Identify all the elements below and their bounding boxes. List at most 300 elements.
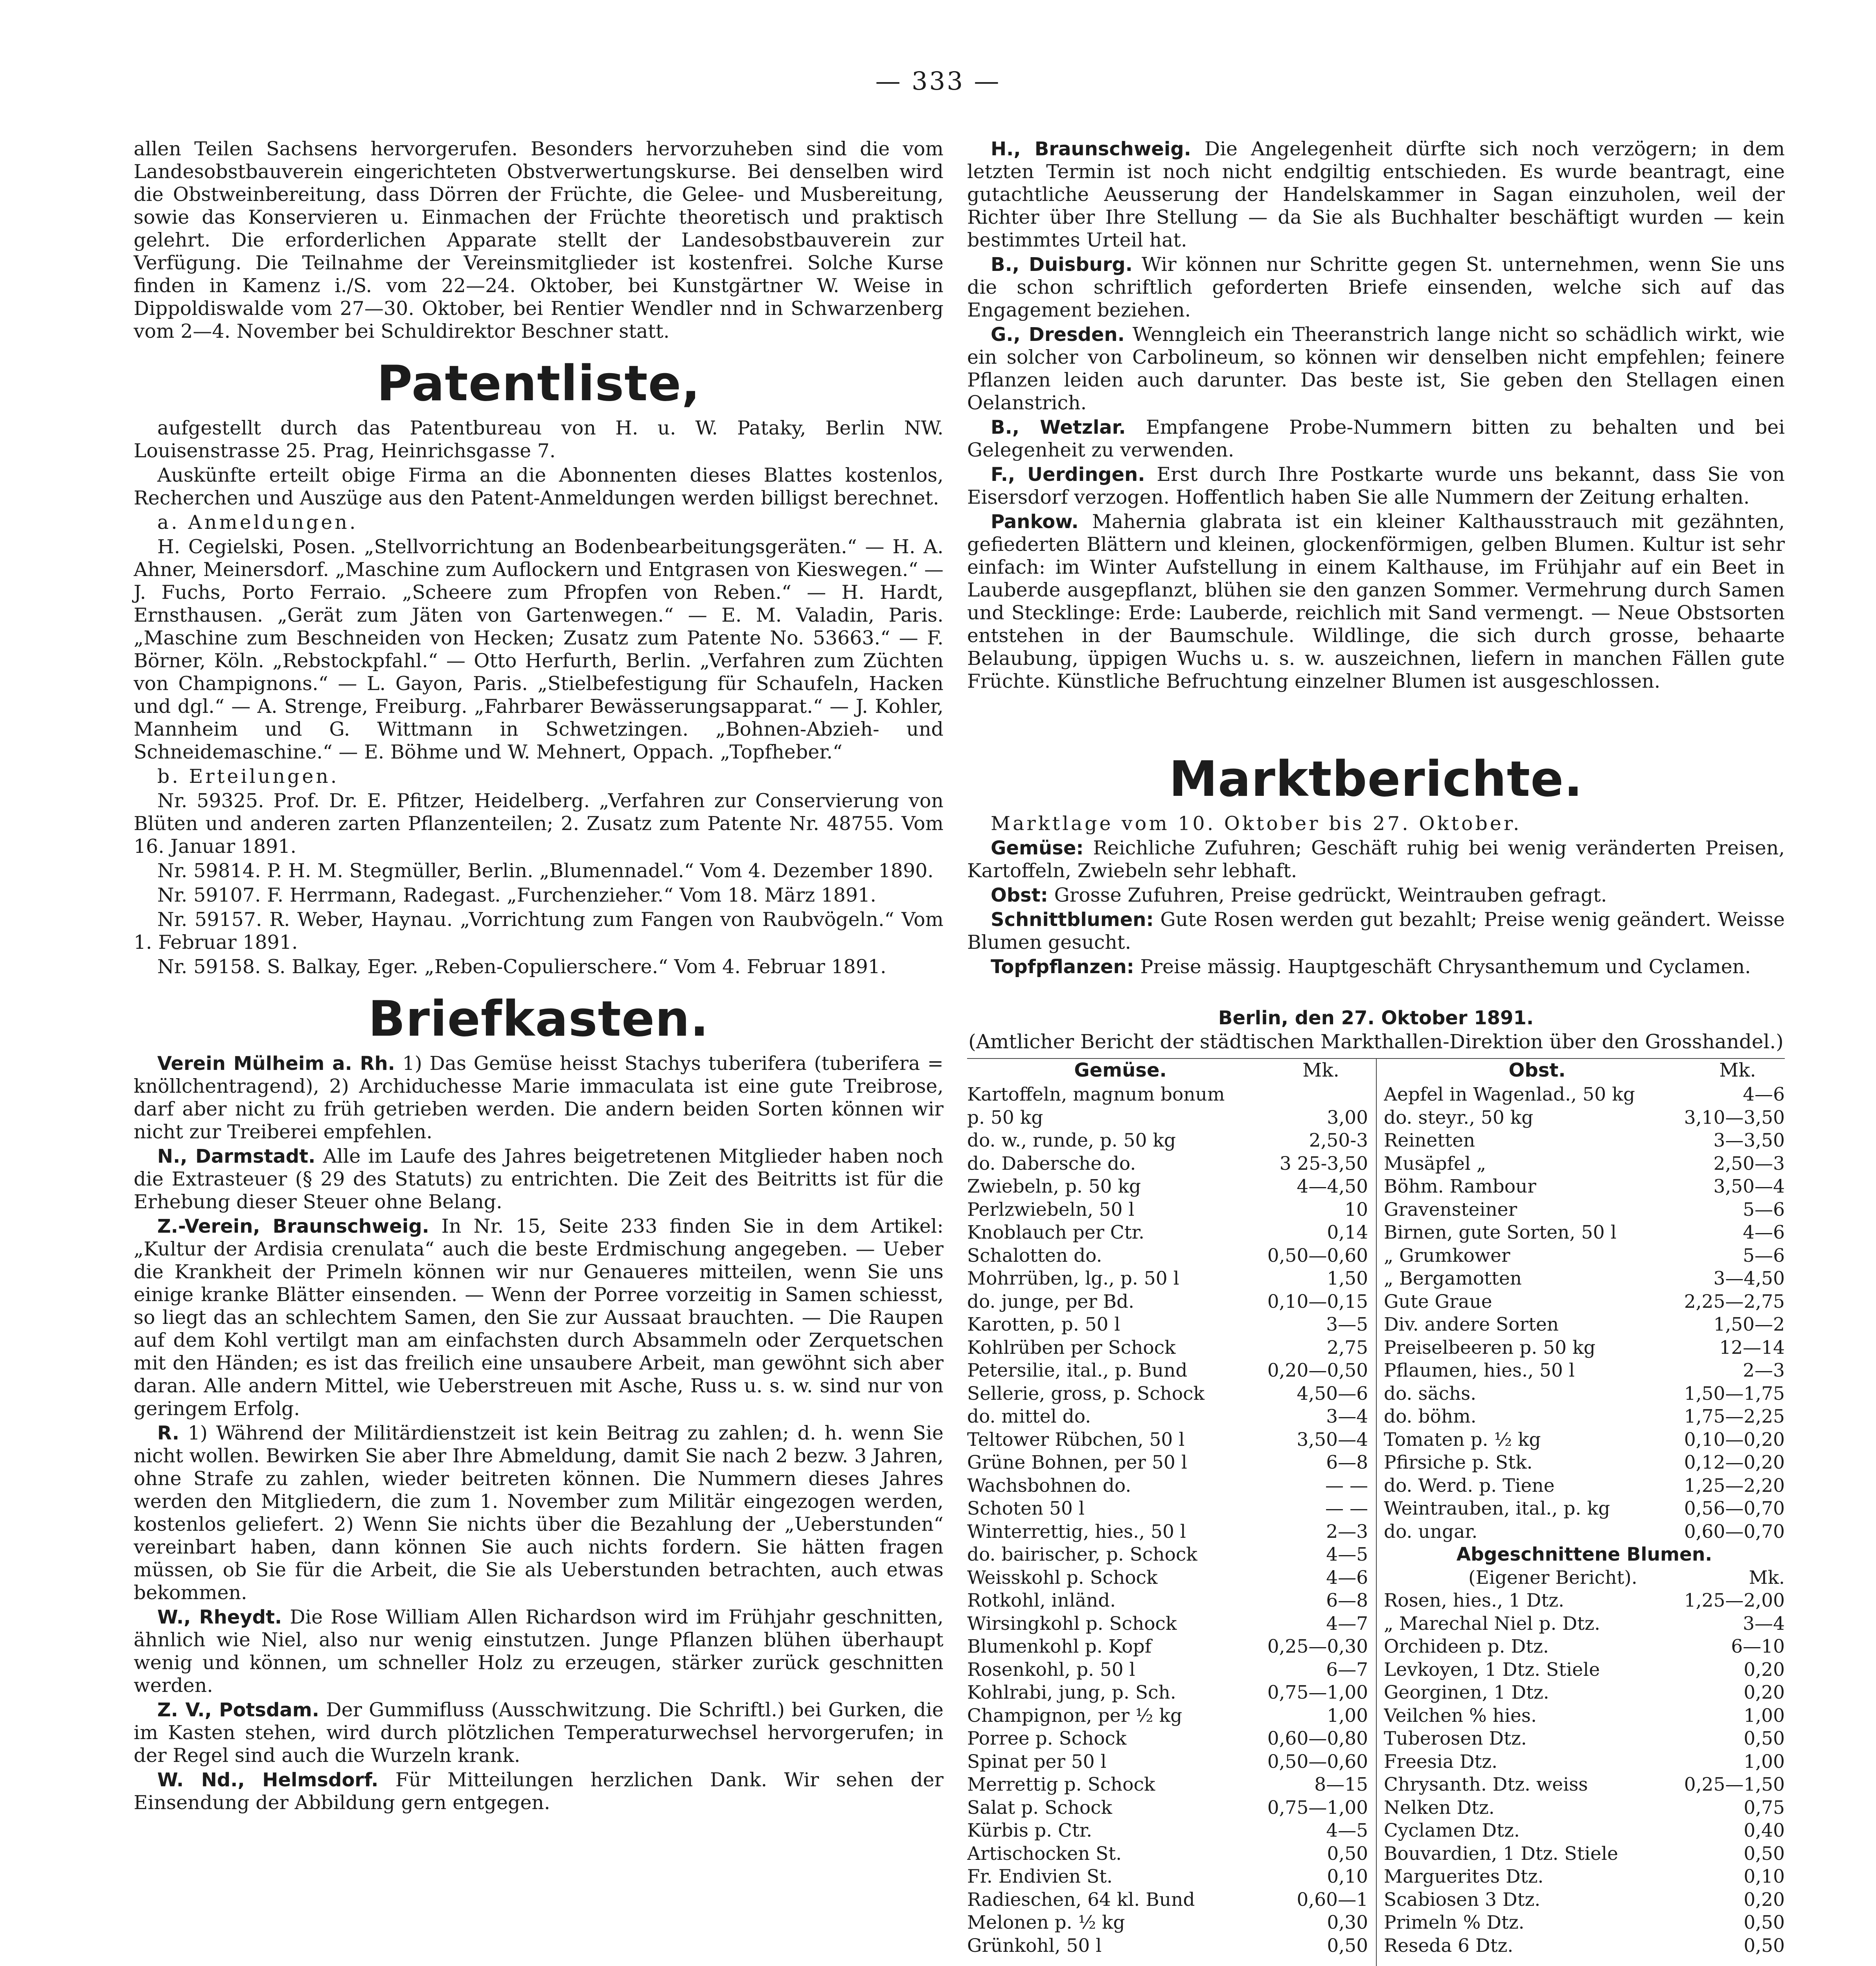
price-row [967,1382,1368,1406]
item-name: Nelken Dtz. [1384,1797,1495,1819]
market-entry [967,908,1785,954]
item-name: Artischocken St. [967,1843,1122,1865]
item-name: Schalotten do. [967,1244,1102,1266]
section-title: Obst. [1508,1059,1566,1081]
item-price: 0,50 [1327,1843,1368,1865]
price-row [1384,1474,1785,1498]
item-price: 3—4,50 [1713,1268,1785,1289]
fruit-flower-price-column [1384,1059,1785,1957]
item-price: 1,00 [1744,1751,1785,1773]
letter-entry [134,1145,944,1213]
item-price: 5—6 [1743,1198,1785,1220]
item-name: Preiselbeeren p. 50 kg [1384,1336,1596,1359]
price-row [967,1911,1368,1935]
item-price: 0,56—0,70 [1684,1498,1785,1519]
letter-addressee: B., Duisburg. [991,254,1133,276]
item-name: do. ungar. [1384,1521,1478,1543]
item-name: Levkoyen, 1 Dtz. Stiele [1384,1659,1600,1681]
price-row [967,1290,1368,1314]
item-price: 0,50 [1744,1728,1785,1749]
item-name: Tuberosen Dtz. [1384,1728,1527,1749]
letter-entry [134,1769,944,1814]
price-row [967,1843,1368,1866]
price-row [967,1589,1368,1613]
item-price: 2,50—3 [1713,1152,1785,1174]
right-column [967,138,1785,1966]
price-row [967,1705,1368,1728]
table-divider [1376,1059,1377,1966]
item-name: Div. andere Sorten [1384,1314,1559,1335]
unit-label: Mk. [1749,1567,1785,1589]
price-row [1384,1405,1785,1428]
section-title: Gemüse. [1074,1059,1167,1081]
flowers-section-title: Abgeschnittene Blumen. [1456,1544,1712,1565]
item-name: Teltower Rübchen, 50 l [967,1428,1185,1451]
item-price: 4—6 [1743,1084,1785,1105]
item-price: 1,50—1,75 [1684,1382,1785,1405]
item-name: Wachsbohnen do. [967,1474,1131,1497]
anmeldungen-heading: a. Anmeldungen. [157,511,358,534]
price-row [1384,1359,1785,1382]
item-price: 1,00 [1744,1705,1785,1727]
item-price: 12—14 [1719,1336,1785,1359]
price-row [967,1681,1368,1705]
price-row [1384,1198,1785,1222]
item-price: 0,14 [1327,1222,1368,1243]
item-price: 1,25—2,20 [1684,1474,1785,1497]
item-name: Cyclamen Dtz. [1384,1820,1520,1841]
letter-addressee: G., Dresden. [991,324,1125,346]
flowers-note: (Eigener Bericht). [1468,1567,1637,1589]
item-price: 5—6 [1743,1244,1785,1266]
item-name: Fr. Endivien St. [967,1866,1113,1887]
item-name: Primeln % Dtz. [1384,1912,1525,1933]
item-name: Mohrrüben, lg., p. 50 l [967,1268,1179,1289]
item-name: do. sächs. [1384,1382,1477,1405]
item-price: 1,50—2 [1713,1314,1785,1335]
erteilungen-heading: b. Erteilungen. [157,765,339,788]
letter-addressee: Z. V., Potsdam. [157,1699,319,1721]
letter-entry [967,510,1785,693]
price-row [967,1244,1368,1268]
price-row [1384,1843,1785,1866]
item-price: 0,10 [1744,1866,1785,1887]
price-row [967,1405,1368,1428]
anmeldungen-text: H. Cegielski, Posen. „Stellvorrichtung an Bodenbearbeitungsgeräten.“ — H. A. Ahner, Meinersdorf. „Maschine zum Auflockern und Entgrasen von Kieswegen.“ — J. Fuchs, Porto Ferraio. „Scheere zum Pfropfen von Reben.“ — H. Hardt, Ernsthausen. „Gerät zum Jäten von Gartenwegen.“ — E. M. Valadin, Paris. „Maschine zum Beschneiden von Hecken; Zusatz zum Patente No. 53663.“ — F. Börner, Köln. „Rebstockpfahl.“ — Otto Herfurth, Berlin. „Verfahren zum Züchten von Champignons.“ — L. Gayon, Paris. „Stielbefestigung für Schaufeln, Hacken und dgl.“ — A. Strenge, Freiburg. „Fahrbarer Bewässerungsapparat.“ — J. Kohler, Mannheim und G. Wittmann in Schwetzingen. „Bohnen-Abzieh- und Schneidemaschine.“ — E. Böhme und W. Mehnert, Oppach. „Topfheber.“ [134,536,944,763]
item-name: Scabiosen 3 Dtz. [1384,1889,1541,1911]
item-name: Kartoffeln, magnum bonum [967,1084,1225,1105]
item-name: Weintrauben, ital., p. kg [1384,1498,1610,1519]
item-name: Perlzwiebeln, 50 l [967,1198,1135,1220]
item-name: Kürbis p. Ctr. [967,1820,1092,1841]
letter-addressee: Verein Mülheim a. Rh. [157,1053,395,1075]
item-price: 6—8 [1326,1590,1368,1611]
price-row [967,1659,1368,1682]
letter-text: Für Mitteilungen herzlichen Dank. Wir sehen der Einsendung der Abbildung gern entgegen. [134,1769,944,1814]
item-name: Georginen, 1 Dtz. [1384,1682,1549,1703]
price-row [1384,1267,1785,1290]
patentliste-heading: Patentliste, [377,355,701,412]
erteilung-entry: Nr. 59814. P. H. M. Stegmüller, Berlin. „Blumennadel.“ Vom 4. Dezember 1890. [157,860,934,882]
price-row [967,1175,1368,1198]
price-row [1384,1336,1785,1360]
price-row [967,1865,1368,1889]
item-name: do. w., runde, p. 50 kg [967,1130,1176,1151]
price-row [1384,1451,1785,1474]
price-row [1384,1129,1785,1152]
price-row [1384,1521,1785,1544]
item-price: 4—4,50 [1297,1176,1368,1197]
item-name: Gute Graue [1384,1290,1492,1313]
price-row [967,1889,1368,1912]
item-name: Champignon, per ½ kg [967,1705,1183,1727]
patentliste-info: Auskünfte erteilt obige Firma an die Abonnenten dieses Blattes kostenlos, Recherchen und Auszüge aus den Patent-Anmeldungen werden billigst berechnet. [134,464,944,509]
item-price: 4—6 [1326,1567,1368,1589]
item-price: — — [1325,1474,1368,1497]
item-price: 0,20—0,50 [1267,1360,1368,1381]
item-name: Rosenkohl, p. 50 l [967,1659,1135,1681]
item-name: Musäpfel „ [1384,1152,1486,1174]
price-row [1384,1819,1785,1843]
item-name: Weisskohl p. Schock [967,1567,1158,1589]
item-price: 4,50—6 [1297,1382,1368,1405]
price-row [967,1198,1368,1222]
price-row [967,1613,1368,1636]
letter-addressee: Z.-Verein, Braunschweig. [157,1215,429,1237]
market-entry [967,837,1785,882]
item-name: Knoblauch per Ctr. [967,1222,1145,1243]
market-text: Grosse Zufuhren, Preise gedrückt, Weintrauben gefragt. [1048,884,1607,906]
item-price: 0,10—0,15 [1267,1290,1368,1313]
page-number: — 333 — [875,67,1001,96]
letter-addressee: H., Braunschweig. [991,138,1191,160]
price-row [1384,1313,1785,1336]
market-entry [967,884,1785,907]
item-name: Tomaten p. ½ kg [1384,1428,1541,1451]
item-price: 2,50-3 [1309,1130,1368,1151]
item-price: 0,50 [1327,1935,1368,1957]
erteilung-entry: Nr. 59158. S. Balkay, Eger. „Reben-Copulierschere.“ Vom 4. Februar 1891. [157,955,887,978]
letter-entry [134,1699,944,1767]
price-row [1384,1797,1785,1820]
market-text: Preise mässig. Hauptgeschäft Chrysanthemum und Cyclamen. [1134,955,1751,978]
item-name: Petersilie, ital., p. Bund [967,1360,1188,1381]
item-name: Marguerites Dtz. [1384,1866,1544,1887]
briefkasten-heading: Briefkasten. [368,991,709,1047]
price-row [1384,1935,1785,1958]
price-row [1384,1751,1785,1774]
price-row [967,1129,1368,1152]
letter-entry [967,463,1785,509]
price-row [967,1497,1368,1521]
market-category: Gemüse: [991,837,1084,859]
item-price: 2,25—2,75 [1684,1290,1785,1313]
market-category: Topfpflanzen: [991,956,1134,978]
item-price: 6—8 [1326,1452,1368,1473]
item-name: Veilchen % hies. [1384,1705,1537,1727]
item-price: 3,50—4 [1713,1176,1785,1197]
item-price: 0,40 [1744,1820,1785,1841]
price-row [1384,1727,1785,1751]
item-name: Winterrettig, hies., 50 l [967,1521,1186,1543]
price-row [967,1106,1368,1130]
price-row [1384,1497,1785,1521]
item-price: 1,25—2,00 [1684,1590,1785,1611]
item-name: Grüne Bohnen, per 50 l [967,1452,1187,1473]
item-name: Grünkohl, 50 l [967,1935,1102,1957]
price-row [967,1567,1368,1590]
price-row [1384,1889,1785,1912]
letter-addressee: F., Uerdingen. [991,464,1145,486]
market-entry [967,955,1785,978]
letter-entry [967,253,1785,322]
item-name: do. Werd. p. Tiene [1384,1474,1555,1497]
item-name: Merrettig p. Schock [967,1774,1155,1795]
item-price: 0,20 [1744,1889,1785,1911]
letter-text: Mahernia glabrata ist ein kleiner Kalthausstrauch mit gezähnten, gefiederten Blättern und kleinen, glockenförmigen, gelben Blumen. Kultur ist sehr einfach: im Winter Aufstellung in einem Kalthause, im Frühjahr auf ein Beet in Lauberde ausgepflanzt, blühen sie den ganzen Sommer. Vermehrung durch Samen und Stecklinge: Erde: Lauberde, reichlich mit Sand vermengt. — Neue Obstsorten entstehen in der Baumschule. Wildlinge, die sich durch grosse, behaarte Belaubung, üppigen Wuchs u. s. w. auszeichnen, liefern in manchen Fällen gute Früchte. Künstliche Befruchtung einzelner Blumen ist ausgeschlossen. [967,510,1785,692]
item-price: 0,75 [1744,1797,1785,1819]
item-name: Orchideen p. Dtz. [1384,1636,1549,1657]
erteilung-entry: Nr. 59157. R. Weber, Haynau. „Vorrichtung zum Fangen von Raubvögeln.“ Vom 1. Februar 1891. [134,908,944,954]
price-row [967,1428,1368,1452]
item-price: 0,50—0,60 [1267,1751,1368,1773]
item-price: 3—4 [1326,1406,1368,1427]
price-row [1384,1290,1785,1314]
item-price: 6—10 [1731,1636,1785,1657]
letter-text: Empfangene Probe-Nummern bitten zu behalten und bei Gelegenheit zu verwenden. [967,416,1785,461]
price-row [967,1935,1368,1958]
item-name: do. böhm. [1384,1406,1477,1427]
item-price: 3—3,50 [1713,1130,1785,1151]
item-price: 4—5 [1326,1544,1368,1565]
patentliste-subtitle: aufgestellt durch das Patentbureau von H. u. W. Pataky, Berlin NW. Louisenstrasse 25. Prag, Heinrichsgasse 7. [134,417,944,462]
item-price: 6—7 [1326,1659,1368,1681]
price-row [967,1635,1368,1659]
letter-text: 1) Während der Militärdienstzeit ist kein Beitrag zu zahlen; d. h. wenn Sie nicht wollen. Bewirken Sie aber Ihre Abmeldung, damit Sie nach 2 bezw. 3 Jahren, ohne Strafe zu zahlen, wieder beitreten können. Die Nummern dieses Jahres werden den Mitgliedern, die zum 1. November zum Militär eingezogen werden, kostenlos geliefert. 2) Wenn Sie nichts über die Bezahlung der „Ueberstunden“ vereinbart haben, dann können Sie auch nichts fordern. Sie hätten fragen müssen, ob Sie für die Arbeit, die Sie als Ueberstunden betrachten, auch etwas bekommen. [134,1422,944,1604]
unit-label: Mk. [1302,1059,1339,1081]
price-row [967,1221,1368,1244]
letter-entry [967,323,1785,414]
letter-text: Alle im Laufe des Jahres beigetretenen Mitglieder haben noch die Extrasteuer (§ 29 des Statuts) zu entrichten. Die Zeit des Beitritts ist für die Erhebung dieser Steuer ohne Belang. [134,1145,944,1213]
item-price: 3—4 [1743,1613,1785,1635]
price-row [967,1152,1368,1176]
letter-entry [967,416,1785,462]
letter-entry [134,1422,944,1604]
price-row [1384,1175,1785,1198]
item-name: Salat p. Schock [967,1797,1112,1819]
price-row [967,1313,1368,1336]
market-category: Schnittblumen: [991,909,1154,931]
price-row [967,1819,1368,1843]
letter-text: Die Angelegenheit dürfte sich noch verzögern; in dem letzten Termin ist noch nicht endgiltig entschieden. Es wurde beantragt, eine gutachtliche Aeusserung der Handelskammer in Sagan einzuholen, weil der Richter über Ihre Stellung — da Sie als Buchhalter beschäftigt wurden — kein bestimmtes Urteil hat. [967,138,1785,251]
price-row [967,1267,1368,1290]
item-price: 0,60—0,80 [1267,1728,1368,1749]
price-row [1384,1659,1785,1682]
vegetable-price-column [967,1059,1368,1957]
item-name: Bouvardien, 1 Dtz. Stiele [1384,1843,1619,1865]
table-header [1384,1059,1785,1083]
item-name: Radieschen, 64 kl. Bund [967,1889,1195,1911]
item-name: Blumenkohl p. Kopf [967,1636,1152,1657]
letter-addressee: Pankow. [991,511,1079,533]
letter-entry [134,1606,944,1697]
price-row [967,1727,1368,1751]
market-text: Reichliche Zufuhren; Geschäft ruhig bei wenig veränderten Preisen, Kartoffeln, Zwiebeln sehr lebhaft. [967,837,1785,882]
market-category: Obst: [991,884,1048,906]
item-name: Sellerie, gross, p. Schock [967,1382,1205,1405]
item-name: Kohlrüben per Schock [967,1336,1176,1359]
left-column [134,138,944,1816]
item-price: 4—6 [1743,1222,1785,1243]
marktberichte-heading: Marktberichte. [1169,751,1583,808]
letter-text: Wenngleich ein Theeranstrich lange nicht so schädlich wirkt, wie ein solcher von Carbolineum, so können wir denselben nicht empfehlen; feinere Pflanzen leiden auch darunter. Das beste ist, Sie geben den Stellagen einen Oelanstrich. [967,323,1785,414]
price-row [967,1543,1368,1567]
letter-entry [134,1052,944,1143]
item-price: 0,50 [1744,1935,1785,1957]
item-name: Melonen p. ½ kg [967,1912,1125,1933]
letter-addressee: B., Wetzlar. [991,416,1126,438]
item-name: Reinetten [1384,1130,1475,1151]
price-row [967,1451,1368,1474]
item-price: 2—3 [1326,1521,1368,1543]
item-price: 4—5 [1326,1820,1368,1841]
price-row [1384,1221,1785,1244]
item-price [1262,1083,1368,1106]
intro-paragraph: allen Teilen Sachsens hervorgerufen. Besonders hervorzuheben sind die vom Landesobstbauverein eingerichteten Obstverwertungskurse. Bei denselben wird die Obstweinbereitung, dass Dörren der Früchte, die Gelee- und Musbereitung, sowie das Konservieren u. Einmachen der Früchte theoretisch und praktisch gelehrt. Die erforderlichen Apparate stellt der Landesobstbauverein zur Verfügung. Die Teilnahme der Vereinsmitglieder ist kostenfrei. Solche Kurse finden in Kamenz i./S. vom 22—24. Oktober, bei Kunstgärtner W. Weise in Dippoldiswalde vom 27—30. Oktober, bei Rentier Wendler nnd in Schwarzenberg vom 2—4. November bei Schuldirektor Beschner statt. [134,138,944,342]
letter-entry [967,138,1785,252]
item-price: 0,50—0,60 [1267,1244,1368,1266]
price-row [967,1359,1368,1382]
letter-text: Der Gummifluss (Ausschwitzung. Die Schriftl.) bei Gurken, die im Kasten stehen, wird durch plötzlichen Temperaturwechsel hervorgerufen; in der Regel sind auch die Wurzeln krank. [134,1699,944,1767]
unit-label: Mk. [1719,1059,1756,1081]
price-row [967,1521,1368,1544]
item-price: 0,50 [1744,1912,1785,1933]
price-row [1384,1911,1785,1935]
berlin-note: (Amtlicher Bericht der städtischen Markthallen-Direktion über den Grosshandel.) [968,1030,1784,1053]
market-text: Gute Rosen werden gut bezahlt; Preise wenig geändert. Weisse Blumen gesucht. [967,908,1785,954]
price-row [967,1474,1368,1498]
item-price: 0,75—1,00 [1267,1797,1368,1819]
item-price: 3,00 [1327,1106,1368,1128]
item-price: 0,10—0,20 [1684,1428,1785,1451]
item-price: 0,50 [1744,1843,1785,1865]
item-name: Pflaumen, hies., 50 l [1384,1360,1575,1381]
item-price: 2—3 [1743,1360,1785,1381]
item-price: 3 25-3,50 [1279,1152,1368,1174]
item-price: 0,10 [1327,1866,1368,1887]
letter-addressee: R. [157,1422,180,1444]
item-name: Porree p. Schock [967,1728,1127,1749]
letter-addressee: W., Rheydt. [157,1606,282,1628]
item-price: 1,00 [1327,1705,1368,1727]
item-price: 0,25—1,50 [1684,1774,1785,1795]
table-header [967,1059,1368,1083]
price-row [1384,1106,1785,1130]
price-row [1384,1083,1785,1106]
item-price: 2,75 [1327,1336,1368,1359]
marktberichte-subtitle: Marktlage vom 10. Oktober bis 27. Oktober. [991,812,1522,835]
item-name: Wirsingkohl p. Schock [967,1613,1177,1635]
item-name: do. mittel do. [967,1406,1091,1427]
item-price: 0,60—1 [1297,1889,1368,1911]
letter-text: Die Rose William Allen Richardson wird im Frühjahr geschnitten, ähnlich wie Niel, also nur wenig einstutzen. Junge Pflanzen blühen überhaupt wenig und können, um schneller Holz zu erzeugen, stärker zurück geschnitten werden. [134,1606,944,1697]
item-name: Chrysanth. Dtz. weiss [1384,1774,1588,1795]
price-row [967,1797,1368,1820]
item-name: do. bairischer, p. Schock [967,1544,1197,1565]
item-name: Gravensteiner [1384,1198,1517,1220]
item-price: 3,50—4 [1297,1428,1368,1451]
price-row [1384,1589,1785,1613]
item-name: Aepfel in Wagenlad., 50 kg [1384,1084,1635,1105]
price-row [1384,1613,1785,1636]
price-row [1384,1865,1785,1889]
item-name: „ Marechal Niel p. Dtz. [1384,1613,1600,1635]
item-name: Reseda 6 Dtz. [1384,1935,1514,1957]
price-row [1384,1382,1785,1406]
flowers-note-row [1384,1567,1785,1590]
letter-text: 1) Das Gemüse heisst Stachys tuberifera (tuberifera = knöllchentragend), 2) Archiduchesse Marie immaculata ist eine gute Treibrose, darf aber nicht zu früh getrieben werden. Die andern beiden Sorten können wir nicht zur Treiberei empfehlen. [134,1052,944,1143]
price-row [967,1751,1368,1774]
erteilung-entry: Nr. 59107. F. Herrmann, Radegast. „Furchenzieher.“ Vom 18. März 1891. [157,884,876,906]
item-price: 0,25—0,30 [1267,1636,1368,1657]
item-price: 1,75—2,25 [1684,1406,1785,1427]
item-price: 3—5 [1326,1314,1368,1335]
item-name: „ Bergamotten [1384,1268,1522,1289]
price-row [967,1083,1368,1106]
price-table [967,1058,1785,1966]
item-price: 10 [1344,1198,1368,1220]
item-name: Rotkohl, inländ. [967,1590,1116,1611]
item-price: 8—15 [1314,1774,1368,1795]
berlin-date: Berlin, den 27. Oktober 1891. [1218,1007,1534,1029]
price-row [1384,1681,1785,1705]
item-name: „ Grumkower [1384,1244,1510,1266]
item-name: Spinat per 50 l [967,1751,1107,1773]
price-row [1384,1152,1785,1176]
item-name: Pfirsiche p. Stk. [1384,1452,1533,1473]
item-name: Böhm. Rambour [1384,1176,1536,1197]
item-name: Zwiebeln, p. 50 kg [967,1176,1141,1197]
item-price: 0,12—0,20 [1684,1452,1785,1473]
letter-addressee: N., Darmstadt. [157,1145,316,1167]
item-name: Schoten 50 l [967,1498,1085,1519]
erteilung-entry: Nr. 59325. Prof. Dr. E. Pfitzer, Heidelberg. „Verfahren zur Conservierung von Blüten und anderen zarten Pflanzenteilen; 2. Zusatz zum Patente Nr. 48755. Vom 16. Januar 1891. [134,790,944,858]
item-price: 4—7 [1326,1613,1368,1635]
letter-text: Wir können nur Schritte gegen St. unternehmen, wenn Sie uns die schon schriftlich geforderten Briefe einsenden, welche sich auf das Engagement beziehen. [967,253,1785,321]
item-name: do. Dabersche do. [967,1152,1136,1174]
price-row [967,1336,1368,1360]
item-name: p. 50 kg [967,1106,1043,1128]
letter-entry [134,1215,944,1420]
item-price: 0,20 [1744,1682,1785,1703]
price-row [1384,1428,1785,1452]
item-price: 0,30 [1327,1912,1368,1933]
item-name: do. junge, per Bd. [967,1290,1135,1313]
price-row [1384,1635,1785,1659]
item-price: 0,20 [1744,1659,1785,1681]
price-row [1384,1705,1785,1728]
item-name: Birnen, gute Sorten, 50 l [1384,1222,1617,1243]
price-row [1384,1773,1785,1797]
item-name: Karotten, p. 50 l [967,1314,1120,1335]
letter-text: Erst durch Ihre Postkarte wurde uns bekannt, dass Sie von Eisersdorf verzogen. Hoffentlich haben Sie alle Nummern der Zeitung erhalten. [967,463,1785,508]
item-name: Freesia Dtz. [1384,1751,1498,1773]
item-price: 3,10—3,50 [1684,1106,1785,1128]
price-row [1384,1244,1785,1268]
item-name: do. steyr., 50 kg [1384,1106,1534,1128]
item-price: — — [1325,1498,1368,1519]
letter-addressee: W. Nd., Helmsdorf. [157,1769,379,1791]
